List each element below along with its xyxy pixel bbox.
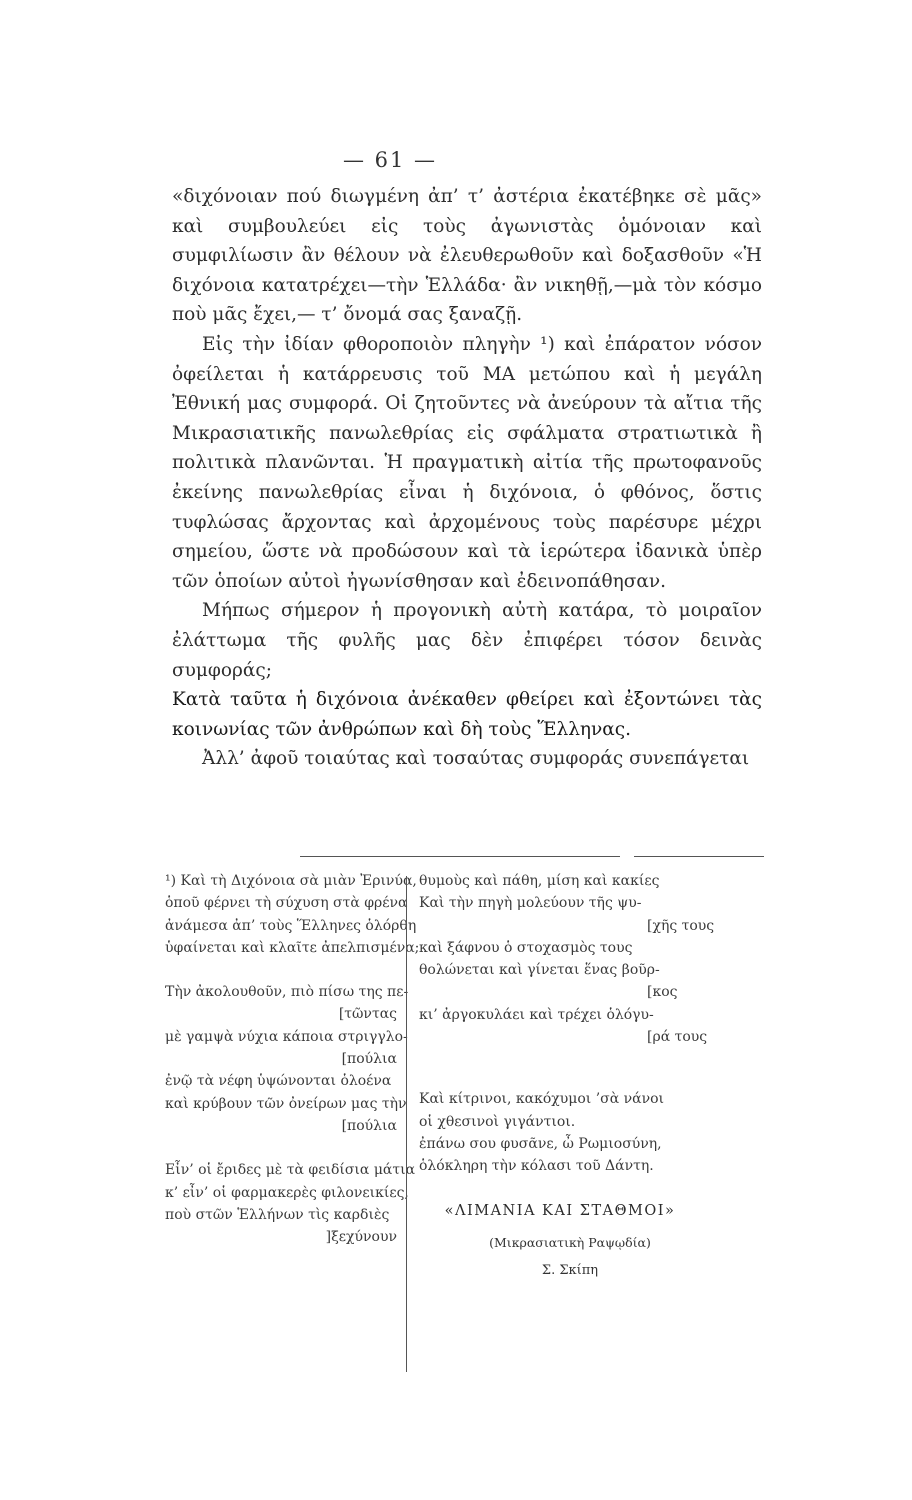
footnote-stanza — [419, 1088, 761, 1177]
verse-line: ἀνάμεσα ἀπ’ τοὺς Ἕλληνες ὁλόρθη — [165, 917, 417, 934]
footnote-stanza — [165, 981, 409, 1137]
verse-line: ἐπάνω σου φυσᾶνε, ὦ Ρωμιοσύνη, — [419, 1135, 662, 1152]
verse-line: Καὶ τὴν πηγὴ μολεύουν τῆς ψυ- — [419, 895, 642, 912]
verse-line: ὑφαίνεται καὶ κλαῖτε ἀπελπισμένα; — [165, 939, 420, 956]
poem-author: Σ. Σκίπη — [541, 1263, 599, 1279]
footnote-rule-right — [634, 856, 764, 857]
verse-line-continuation: [κος — [647, 984, 678, 1001]
verse-line: θολώνεται καὶ γίνεται ἕνας βοῦρ- — [419, 962, 660, 979]
paragraph-3: Μήπως σήμερον ἡ προγονικὴ αὐτὴ κατάρα, τὸ μοιραῖον ἐλάττωμα τῆς φυλῆς μας δὲν ἐπιφέρει τόσον δεινὰς συμφοράς; — [172, 600, 762, 681]
footnote-right-column — [419, 870, 761, 1282]
verse-line: μὲ γαμψὰ νύχια κάποια στριγγλο- — [165, 1028, 408, 1045]
paragraph-2: Εἰς τὴν ἰδίαν φθοροποιὸν πληγὴν ¹) καὶ ἐπάρατον νόσον ὀφείλεται ἡ κατάρρευσις τοῦ ΜΑ μετώπου καὶ ἡ μεγάλη Ἐθνική μας συμφορά. Οἱ ζητοῦντες νὰ ἀνεύρουν τὰ αἴτια τῆς Μικρασιατικῆς πανωλεθρίας εἰς σφάλματα στρατιωτικὰ ἢ πολιτικὰ πλανῶνται. Ἡ πραγματικὴ αἰτία τῆς πρωτοφανοῦς ἐκείνης πανωλεθρίας εἶναι ἡ διχόνοια, ὁ φθόνος, ὅστις τυφλώσας ἄρχοντας καὶ ἀρχομένους τοὺς παρέσυρε μέχρι σημείου, ὥστε νὰ προδώσουν καὶ τὰ ἱερώτερα ἰδανικὰ ὑπὲρ τῶν ὁποίων αὐτοὶ ἠγωνίσθησαν καὶ ἐδεινοπάθησαν. — [172, 333, 762, 592]
paragraph-1: «διχόνοιαν πού διωγμένη ἀπ’ τ’ ἀστέρια ἐκατέβηκε σὲ μᾶς» καὶ συμβουλεύει εἰς τοὺς ἀγωνιστὰς ὁμόνοιαν καὶ συμφιλίωσιν ἂν θέλουν νὰ ἐλευθερωθοῦν καὶ δοξασθοῦν «Ἡ διχόνοια κατατρέχει—τὴν Ἑλλάδα· ἂν νικηθῇ,—μὰ τὸν κόσμο ποὺ μᾶς ἔχει,— τ’ ὄνομά σας ξαναζῇ. — [172, 186, 762, 326]
verse-line: καὶ ξάφνου ὁ στοχασμὸς τους — [419, 939, 633, 956]
verse-line-continuation: [χῆς τους — [647, 917, 715, 934]
verse-line: ποὺ στῶν Ἑλλήνων τὶς καρδιὲς — [165, 1206, 390, 1223]
verse-line-continuation: [πούλια — [341, 1117, 397, 1134]
verse-line: οἱ χθεσινοὶ γιγάντιοι. — [419, 1113, 576, 1130]
footnote-stanza — [165, 870, 420, 959]
verse-line: καὶ κρύβουν τῶν ὀνείρων μας τὴν — [165, 1095, 407, 1112]
main-text — [172, 182, 762, 774]
poem-title: «ΛΙΜΑΝΙΑ ΚΑΙ ΣΤΑΘΜΟΙ» — [444, 1202, 676, 1219]
paragraph-4: Κατὰ ταῦτα ἡ διχόνοια ἀνέκαθεν φθείρει καὶ ἐξοντώνει τὰς κοινωνίας τῶν ἀνθρώπων καὶ δὴ τοὺς Ἕλληνας. — [172, 689, 762, 740]
footnote-left-column — [165, 870, 420, 1270]
verse-line: Τὴν ἀκολουθοῦν, πιὸ πίσω της πε- — [165, 984, 409, 1001]
poem-subtitle: (Μικρασιατικὴ Ραψῳδία) — [489, 1234, 651, 1250]
footnotes — [165, 870, 777, 1390]
verse-line: ὁλόκληρη τὴν κόλασι τοῦ Δάντη. — [419, 1158, 654, 1175]
verse-line: ¹) Καὶ τὴ Διχόνοια σὰ μιὰν Ἐρινύα, — [165, 873, 417, 889]
footnote-stanza — [419, 870, 761, 1048]
verse-line-continuation: [ρά τους — [647, 1029, 708, 1046]
verse-line: Εἶν’ οἱ ἔριδες μὲ τὰ φειδίσια μάτια — [165, 1162, 416, 1179]
verse-line: κι’ ἀργοκυλάει καὶ τρέχει ὁλόγυ- — [419, 1006, 654, 1023]
verse-line-continuation: [πούλια — [341, 1051, 397, 1068]
page-number: — 61 — — [342, 148, 438, 172]
paragraph-5: Ἀλλ’ ἀφοῦ τοιαύτας καὶ τοσαύτας συμφοράς συνεπάγεται — [202, 748, 750, 770]
footnote-rule-left — [300, 856, 620, 857]
verse-line: ἐνῷ τὰ νέφη ὑψώνονται ὁλοένα — [165, 1073, 392, 1090]
verse-line: ὁποῦ φέρνει τὴ σύχυση στὰ φρένα — [165, 895, 408, 912]
verse-line: θυμοὺς καὶ πάθη, μίση καὶ κακίες — [419, 873, 660, 889]
verse-line: κ’ εἶν’ οἱ φαρμακερὲς φιλονεικίες, — [165, 1184, 409, 1201]
verse-line-continuation: [τῶντας — [338, 1006, 397, 1023]
footnote-column-divider — [406, 876, 407, 1372]
verse-line-continuation: ]ξεχύνουν — [325, 1229, 397, 1246]
verse-line: Καὶ κίτρινοι, κακόχυμοι ’σὰ νάνοι — [419, 1091, 665, 1108]
footnote-stanza — [165, 1159, 416, 1248]
